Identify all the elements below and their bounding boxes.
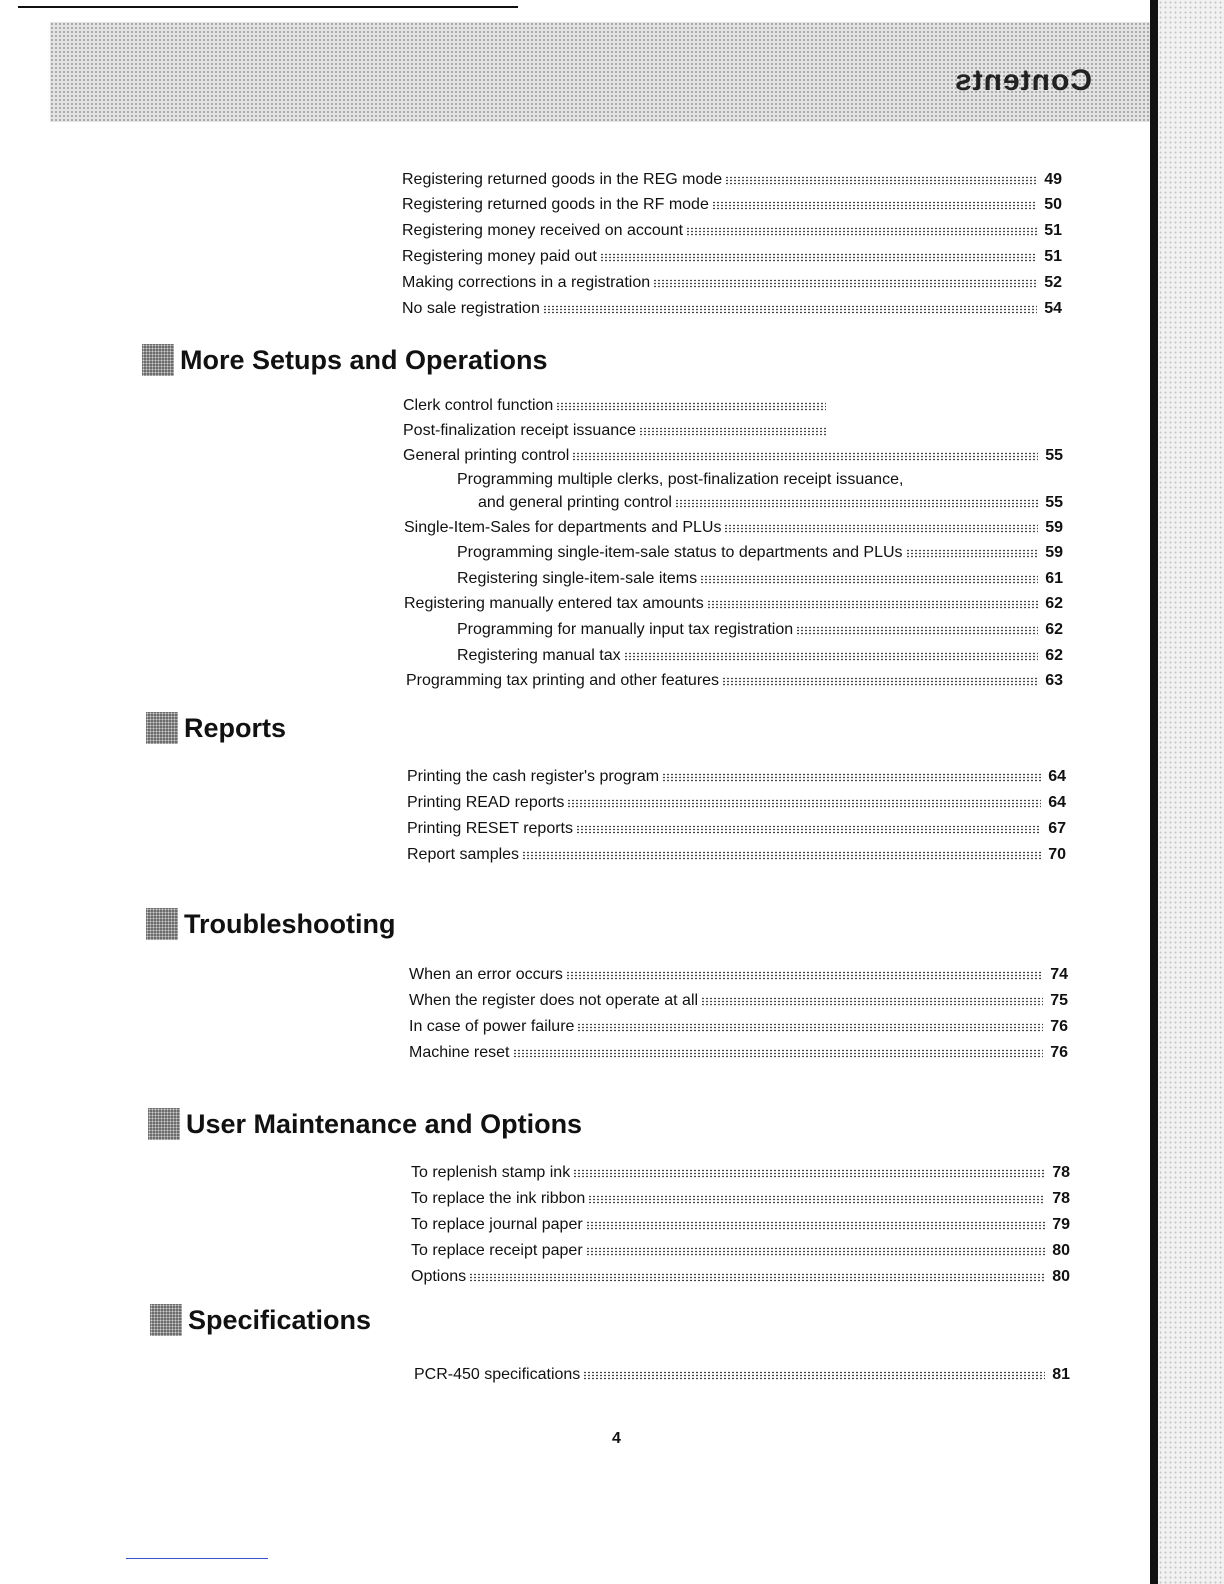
toc-entry-label: Printing RESET reports xyxy=(407,820,573,837)
toc-entry[interactable] xyxy=(404,594,1063,614)
section-heading xyxy=(142,344,548,376)
toc-entry[interactable] xyxy=(403,421,829,441)
toc-entry-page: 51 xyxy=(1044,222,1062,239)
leader-dots xyxy=(624,652,1038,661)
toc-entry[interactable] xyxy=(411,1215,1070,1235)
toc-entry[interactable] xyxy=(402,221,1062,241)
toc-entry-label: Programming for manually input tax registration xyxy=(457,621,794,638)
section-title: Specifications xyxy=(188,1305,372,1335)
toc-entry[interactable] xyxy=(411,1163,1070,1183)
toc-entry-page: 78 xyxy=(1052,1164,1070,1181)
page-title: Contents xyxy=(954,64,1092,97)
section-heading xyxy=(150,1304,371,1336)
toc-entry[interactable] xyxy=(411,1267,1070,1287)
toc-entry[interactable] xyxy=(402,170,1062,190)
leader-dots xyxy=(701,997,1043,1006)
toc-entry-page: 76 xyxy=(1050,1018,1068,1035)
toc-entry-page: 75 xyxy=(1050,992,1068,1009)
section-marker-icon xyxy=(146,908,178,940)
toc-entry[interactable] xyxy=(402,299,1062,319)
toc-entry-page: 54 xyxy=(1044,300,1062,317)
toc-entry-page: 80 xyxy=(1052,1242,1070,1259)
toc-entry[interactable] xyxy=(411,1189,1070,1209)
toc-entry-label: When an error occurs xyxy=(409,966,563,983)
toc-entry-label: In case of power failure xyxy=(409,1018,575,1035)
toc-entry-page: 62 xyxy=(1045,621,1063,638)
top-rule xyxy=(18,6,518,8)
toc-entry[interactable] xyxy=(409,991,1068,1011)
leader-dots xyxy=(686,227,1037,236)
toc-entry-label: Registering money received on account xyxy=(402,222,684,239)
toc-entry[interactable] xyxy=(402,273,1062,293)
leader-dots xyxy=(556,402,826,411)
leader-dots xyxy=(722,677,1038,686)
toc-entry-label: and general printing control xyxy=(478,494,672,511)
toc-entry[interactable] xyxy=(407,793,1066,813)
toc-entry-label: Making corrections in a registration xyxy=(402,274,651,291)
toc-entry-page: 74 xyxy=(1050,966,1068,983)
toc-entry-label: Registering money paid out xyxy=(402,248,597,265)
toc-entry-label: Registering returned goods in the REG mode xyxy=(402,171,723,188)
toc-entry-label: To replace journal paper xyxy=(411,1216,583,1233)
section-title: Reports xyxy=(184,713,287,743)
leader-dots xyxy=(675,499,1038,508)
toc-entry-label: When the register does not operate at all xyxy=(409,992,699,1009)
toc-entry-page: 67 xyxy=(1048,820,1066,837)
toc-entry-page: 59 xyxy=(1045,544,1063,561)
toc-entry-label: Clerk control function xyxy=(403,397,554,414)
toc-entry-label: To replace receipt paper xyxy=(411,1242,583,1259)
toc-entry-label: Programming single-item-sale status to departments and PLUs xyxy=(457,544,903,561)
toc-entry[interactable] xyxy=(414,1365,1070,1385)
leader-dots xyxy=(583,1371,1045,1380)
toc-entry[interactable] xyxy=(406,671,1063,691)
toc-entry-label: Registering single-item-sale items xyxy=(457,570,698,587)
toc-entry-label: Post-finalization receipt issuance xyxy=(403,422,637,439)
section-marker-icon xyxy=(142,344,174,376)
section-marker-icon xyxy=(146,712,178,744)
toc-entry-page: 79 xyxy=(1052,1216,1070,1233)
toc-entry[interactable] xyxy=(403,396,829,416)
toc-entry-label: Programming tax printing and other features xyxy=(406,672,720,689)
leader-dots xyxy=(707,600,1038,609)
leader-dots xyxy=(600,253,1037,262)
toc-entry-label: Single-Item-Sales for departments and PLUs xyxy=(404,519,722,536)
toc-entry-page: 80 xyxy=(1052,1268,1070,1285)
toc-entry-page: 49 xyxy=(1044,171,1062,188)
leader-dots xyxy=(577,1023,1043,1032)
leader-dots xyxy=(796,626,1038,635)
toc-entry-label: Machine reset xyxy=(409,1044,510,1061)
section-heading xyxy=(148,1108,582,1140)
toc-entry-label: Programming multiple clerks, post-finalization receipt issuance, xyxy=(457,471,904,488)
toc-entry-label: General printing control xyxy=(403,447,570,464)
toc-entry-label: Registering returned goods in the RF mode xyxy=(402,196,709,213)
leader-dots xyxy=(576,825,1041,834)
toc-entry[interactable] xyxy=(457,543,1063,563)
leader-dots xyxy=(567,799,1041,808)
leader-dots xyxy=(572,452,1038,461)
toc-entry[interactable] xyxy=(457,620,1063,640)
section-title: User Maintenance and Options xyxy=(186,1109,583,1139)
toc-entry-page: 62 xyxy=(1045,595,1063,612)
section-title: More Setups and Operations xyxy=(180,345,548,375)
bottom-rule xyxy=(126,1558,268,1559)
toc-entry[interactable] xyxy=(407,819,1066,839)
leader-dots xyxy=(700,575,1038,584)
toc-entry-page: 55 xyxy=(1045,447,1063,464)
toc-entry-label: To replenish stamp ink xyxy=(411,1164,571,1181)
toc-entry-page: 64 xyxy=(1048,794,1066,811)
leader-dots xyxy=(543,305,1037,314)
toc-entry[interactable] xyxy=(457,470,1063,490)
toc-entry[interactable] xyxy=(407,767,1066,787)
toc-entry[interactable] xyxy=(403,446,1063,466)
section-marker-icon xyxy=(150,1304,182,1336)
leader-dots xyxy=(712,201,1037,210)
toc-entry-page: 62 xyxy=(1045,647,1063,664)
page-number: 4 xyxy=(612,1430,621,1447)
toc-entry-page: 51 xyxy=(1044,248,1062,265)
toc-entry-label: PCR-450 specifications xyxy=(414,1366,581,1383)
toc-entry-page: 52 xyxy=(1044,274,1062,291)
leader-dots xyxy=(653,279,1037,288)
section-marker-icon xyxy=(148,1108,180,1140)
toc-entry-label: To replace the ink ribbon xyxy=(411,1190,586,1207)
leader-dots xyxy=(724,524,1038,533)
leader-dots xyxy=(725,176,1037,185)
toc-entry-label: Registering manual tax xyxy=(457,647,621,664)
toc-entry-label: Printing the cash register's program xyxy=(407,768,660,785)
toc-entry-label: Printing READ reports xyxy=(407,794,565,811)
leader-dots xyxy=(513,1049,1044,1058)
leader-dots xyxy=(566,971,1043,980)
toc-entry-page: 70 xyxy=(1048,846,1066,863)
leader-dots xyxy=(469,1273,1045,1282)
section-heading xyxy=(146,908,395,940)
scan-margin xyxy=(1158,0,1224,1584)
toc-entry-page: 50 xyxy=(1044,196,1062,213)
toc-entry-label: No sale registration xyxy=(402,300,540,317)
leader-dots xyxy=(586,1221,1045,1230)
leader-dots xyxy=(662,773,1041,782)
section-title: Troubleshooting xyxy=(184,909,396,939)
toc-entry-page: 59 xyxy=(1045,519,1063,536)
toc-entry[interactable] xyxy=(409,1017,1068,1037)
toc-entry[interactable] xyxy=(409,965,1068,985)
toc-entry-page: 81 xyxy=(1052,1366,1070,1383)
page-edge xyxy=(1150,0,1158,1584)
toc-entry[interactable] xyxy=(411,1241,1070,1261)
toc-entry-page: 76 xyxy=(1050,1044,1068,1061)
section-heading xyxy=(146,712,286,744)
leader-dots xyxy=(639,427,826,436)
leader-dots xyxy=(573,1169,1045,1178)
toc-entry-page: 61 xyxy=(1045,570,1063,587)
leader-dots xyxy=(586,1247,1045,1256)
toc-entry[interactable] xyxy=(402,247,1062,267)
toc-entry-label: Options xyxy=(411,1268,467,1285)
leader-dots xyxy=(906,549,1038,558)
toc-entry[interactable] xyxy=(457,569,1063,589)
toc-entry-page: 63 xyxy=(1045,672,1063,689)
toc-entry[interactable] xyxy=(409,1043,1068,1063)
toc-entry[interactable] xyxy=(407,845,1066,865)
toc-entry[interactable] xyxy=(404,518,1063,538)
toc-entry[interactable] xyxy=(402,195,1062,215)
toc-entry-page: 55 xyxy=(1045,494,1063,511)
toc-entry-label: Registering manually entered tax amounts xyxy=(404,595,704,612)
toc-entry-page: 78 xyxy=(1052,1190,1070,1207)
leader-dots xyxy=(588,1195,1045,1204)
toc-entry[interactable] xyxy=(478,493,1063,513)
toc-entry-page: 64 xyxy=(1048,768,1066,785)
toc-entry[interactable] xyxy=(457,646,1063,666)
leader-dots xyxy=(522,851,1041,860)
toc-entry-label: Report samples xyxy=(407,846,520,863)
